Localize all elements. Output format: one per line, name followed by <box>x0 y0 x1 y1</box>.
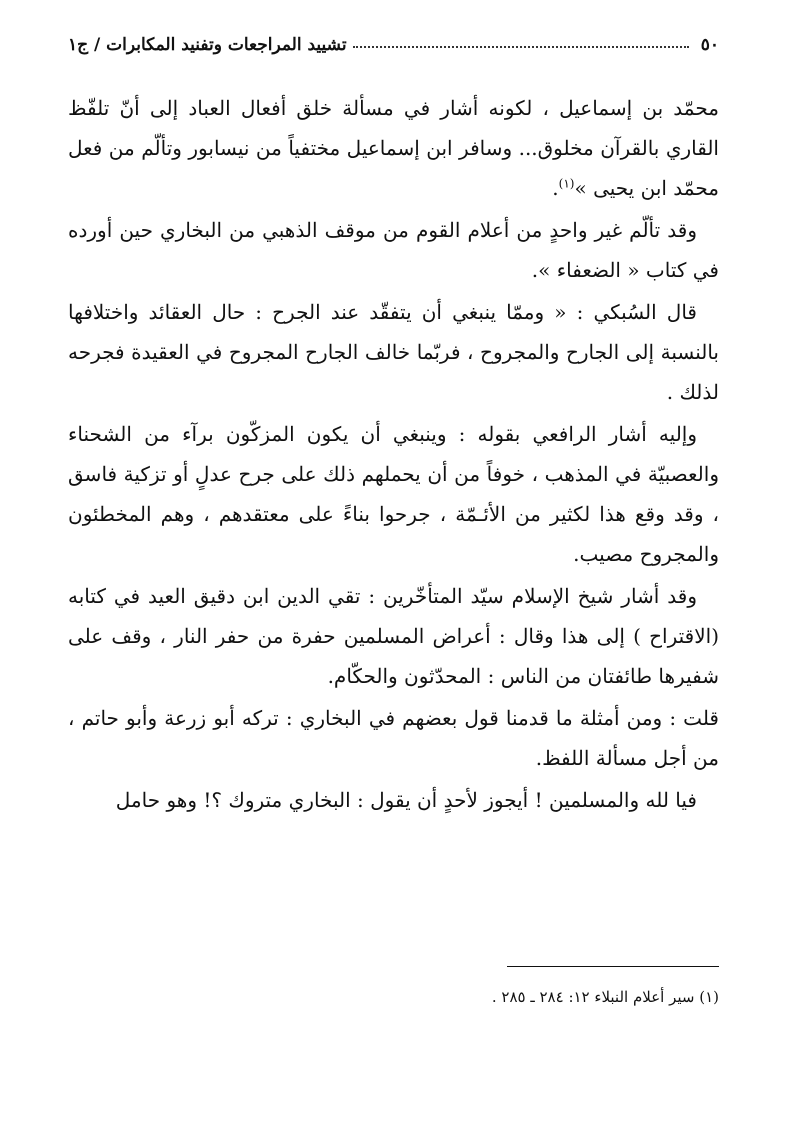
header-dot-leader <box>353 46 689 48</box>
paragraph-tail: . <box>552 176 559 200</box>
paragraph-text: محمّد بن إسماعيل ، لكونه أشار في مسألة خلق أفعال العباد إلى أنّ تلفّظ القاري بالقرآن مخلوق... وسافر ابن إسماعيل مختفياً من نيسابور وتألّم من فعل محمّد ابن يحيى » <box>68 96 719 200</box>
footnote-separator <box>507 966 719 967</box>
book-title: تشييد المراجعات وتفنيد المكابرات / ج١ <box>68 35 347 55</box>
footnote-reference: (١) <box>558 176 575 191</box>
paragraph: وقد أشار شيخ الإسلام سيّد المتأخّرين : تقي الدين ابن دقيق العيد في كتابه (الاقتراح ) إلى هذا وقال : أعراض المسلمين حفرة من حفر النار ، وقف على شفيرها طائفتان من الناس : المحدّثون والحكّام. <box>68 584 719 688</box>
main-text <box>68 88 719 822</box>
paragraph: قال السُبكي : « وممّا ينبغي أن يتفقّد عند الجرح : حال العقائد واختلافها بالنسبة إلى الجارح والمجروح ، فربّما خالف الجارح المجروح في العقيدة فجرحه لذلك . <box>68 300 719 404</box>
paragraph <box>68 88 719 208</box>
page-number: ٥٠ <box>700 35 719 55</box>
paragraph: قلت : ومن أمثلة ما قدمنا قول بعضهم في البخاري : تركه أبو زرعة وأبو حاتم ، من أجل مسألة اللفظ. <box>68 706 719 770</box>
paragraph: فيا لله والمسلمين ! أيجوز لأحدٍ أن يقول : البخاري متروك ؟! وهو حامل <box>115 788 697 812</box>
running-header <box>68 30 719 60</box>
paragraph: وقد تألّم غير واحدٍ من أعلام القوم من موقف الذهبي من البخاري حين أورده في كتاب « الضعفاء ». <box>68 218 719 282</box>
paragraph: وإليه أشار الرافعي بقوله : وينبغي أن يكون المزكّون برآء من الشحناء والعصبيّة في المذهب ، خوفاً من أن يحملهم ذلك على جرح عدلٍ أو تزكية فاسق ، وقد وقع هذا لكثير من الأئـمّة ، جرحوا بناءً على معتقدهم ، وهم المخطئون والمجروح مصيب. <box>68 422 719 566</box>
footnote: (١) سير أعلام النبلاء ١٢: ٢٨٤ ـ ٢٨٥ . <box>491 988 719 1006</box>
